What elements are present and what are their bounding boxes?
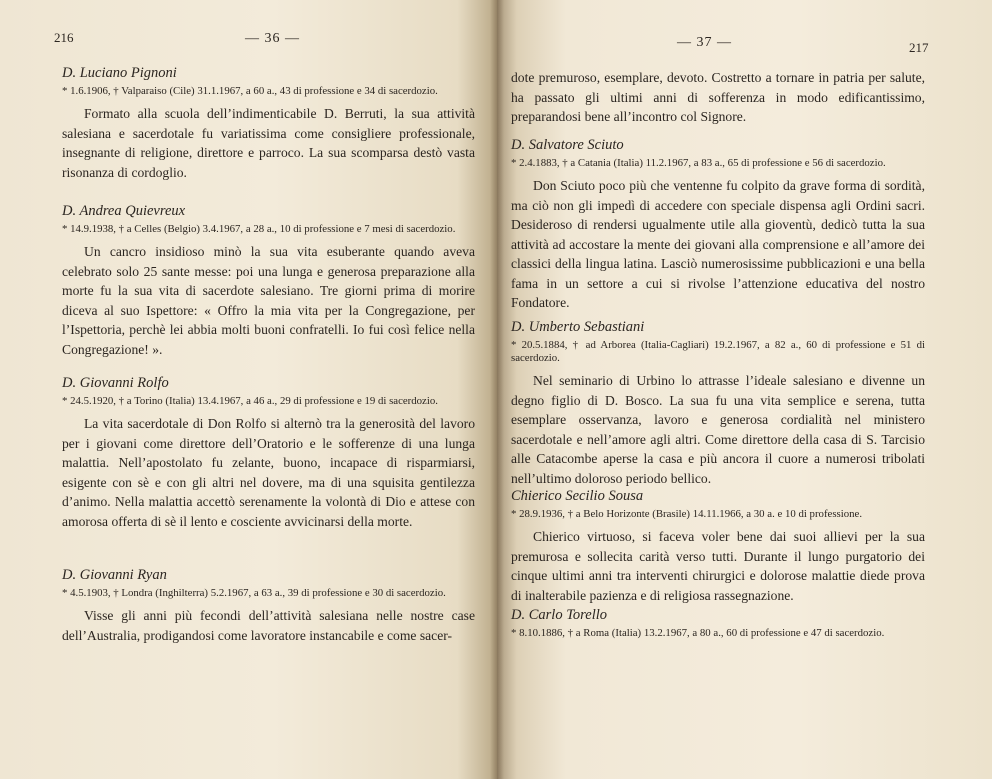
entry-name: D. Luciano Pignoni <box>62 65 177 81</box>
page-number: 216 <box>54 30 74 45</box>
entry-body: Formato alla scuola dell’indimenticabile D. Berruti, la sua attività salesiana e sacerdotale fu variatissima come consigliere professionale, insegnante di religione, direttore e parroco. La sua scomparsa destò vasta risonanza di cordoglio. <box>62 106 475 180</box>
entry-body: La vita sacerdotale di Don Rolfo si alternò tra la generosità del lavoro per i giovani come direttore dell’Oratorio e le sofferenze di una lunga malattia. Nell’apostolato fu zelante, buono, incapace di risparmiarsi, esigente con sè e con gli altri nel dovere, ma di una squisita gentilezza d’animo. Nella malattia accettò serenamente la volontà di Dio e attese con amorosa offerta di sè il lento e cosciente avvicinarsi della morte. <box>62 416 475 529</box>
book-gutter <box>490 0 504 779</box>
entry-dates: * 2.4.1883, † a Catania (Italia) 11.2.1967, a 83 a., 65 di professione e 56 di sacerdozio. <box>511 157 886 169</box>
entry-dates: * 8.10.1886, † a Roma (Italia) 13.2.1967, a 80 a., 60 di professione e 47 di sacerdozio. <box>511 627 885 639</box>
entry-dates: * 28.9.1936, † a Belo Horizonte (Brasile) 14.11.1966, a 30 a. e 10 di professione. <box>511 508 863 520</box>
obituary-entry <box>62 374 475 531</box>
obituary-entry <box>62 64 475 182</box>
entry-body: Visse gli anni più fecondi dell’attività salesiana nelle nostre case dell’Australia, prodigandosi come lavoratore instancabile e come sacer- <box>62 608 475 643</box>
entry-name: Chierico Secilio Sousa <box>511 488 644 504</box>
entry-name: D. Giovanni Rolfo <box>62 375 169 391</box>
entry-body: Nel seminario di Urbino lo attrasse l’ideale salesiano e divenne un degno figlio di D. Bosco. La sua fu una vita semplice e serena, tutta esemplare osservanza, lavoro e generosa cordialità nel ministero sacerdotale e nell’amore agli altri. Come direttore della casa di S. Tarcisio alle Catacombe aperse la casa e più ancora il cuore a numerosi tribolati nell’ultimo doloroso periodo bellico. <box>511 373 925 486</box>
entry-name: D. Umberto Sebastiani <box>511 319 645 335</box>
running-head: — 37 — <box>677 35 732 50</box>
entry-name: D. Carlo Torello <box>511 607 608 623</box>
entry-body-continuation: dote premuroso, esemplare, devoto. Costretto a tornare in patria per salute, ha passato gli ultimi anni di sofferenza in modo edificantissimo, preparandosi bene all’incontro col Signore. <box>511 70 925 124</box>
page-number: 217 <box>909 40 929 55</box>
running-head: — 36 — <box>245 31 300 46</box>
continuation-text <box>511 68 925 127</box>
entry-name: D. Giovanni Ryan <box>62 567 167 583</box>
entry-dates: * 1.6.1906, † Valparaiso (Cile) 31.1.1967, a 60 a., 43 di professione e 34 di sacerdozio. <box>62 85 438 97</box>
entry-dates: * 4.5.1903, † Londra (Inghilterra) 5.2.1967, a 63 a., 39 di professione e 30 di sacerdozio. <box>62 587 446 599</box>
entry-body: Don Sciuto poco più che ventenne fu colpito da grave forma di sordità, ma ciò non gli impedì di accedere con speciale dispensa agli Ordini sacri. Desideroso di rendersi ugualmente utile alla gioventù, dedicò tutta la sua attività ad accostare la mente dei giovani alla comprensione e all’amore dei classici della lingua latina. Lasciò numerosissime pubblicazioni e una bella fama in un settore a cui si rivolse l’attenzione educativa del nostro Fondatore. <box>511 178 925 310</box>
entry-body: Un cancro insidioso minò la sua vita esuberante quando aveva celebrato solo 25 sante messe: poi una lunga e generosa preparazione alla morte fu la sua vita di sacerdote salesiano. Tre giorni prima di morire diceva al suo Ispettore: « Offro la mia vita per la Congregazione, per l’Ispettoria, perchè lei abbia molti buoni confratelli. Io fui così felice nella Congregazione! ». <box>62 244 475 357</box>
obituary-entry <box>511 606 925 646</box>
obituary-entry <box>511 318 925 488</box>
obituary-entry <box>511 136 925 313</box>
right-page <box>497 0 992 779</box>
entry-name: D. Salvatore Sciuto <box>511 137 624 153</box>
entry-name: D. Andrea Quievreux <box>62 203 186 219</box>
obituary-entry <box>511 487 925 605</box>
entry-dates: * 24.5.1920, † a Torino (Italia) 13.4.1967, a 46 a., 29 di professione e 19 di sacerdozio. <box>62 395 438 407</box>
entry-dates: * 20.5.1884, † ad Arborea (Italia-Cagliari) 19.2.1967, a 82 a., 60 di professione e 51 di sacerdozio. <box>511 339 925 364</box>
entry-body: Chierico virtuoso, si faceva voler bene dai suoi allievi per la sua premurosa e sollecita carità verso tutti. Durante il lungo purgatorio dei cinque ultimi anni tra interventi chirurgici e dolorose malattie diede prova di inalterabile pazienza e di religiosa rassegnazione. <box>511 529 925 603</box>
obituary-entry <box>62 566 475 645</box>
obituary-entry <box>62 202 475 359</box>
entry-dates: * 14.9.1938, † a Celles (Belgio) 3.4.1967, a 28 a., 10 di professione e 7 mesi di sacerdozio. <box>62 223 456 235</box>
